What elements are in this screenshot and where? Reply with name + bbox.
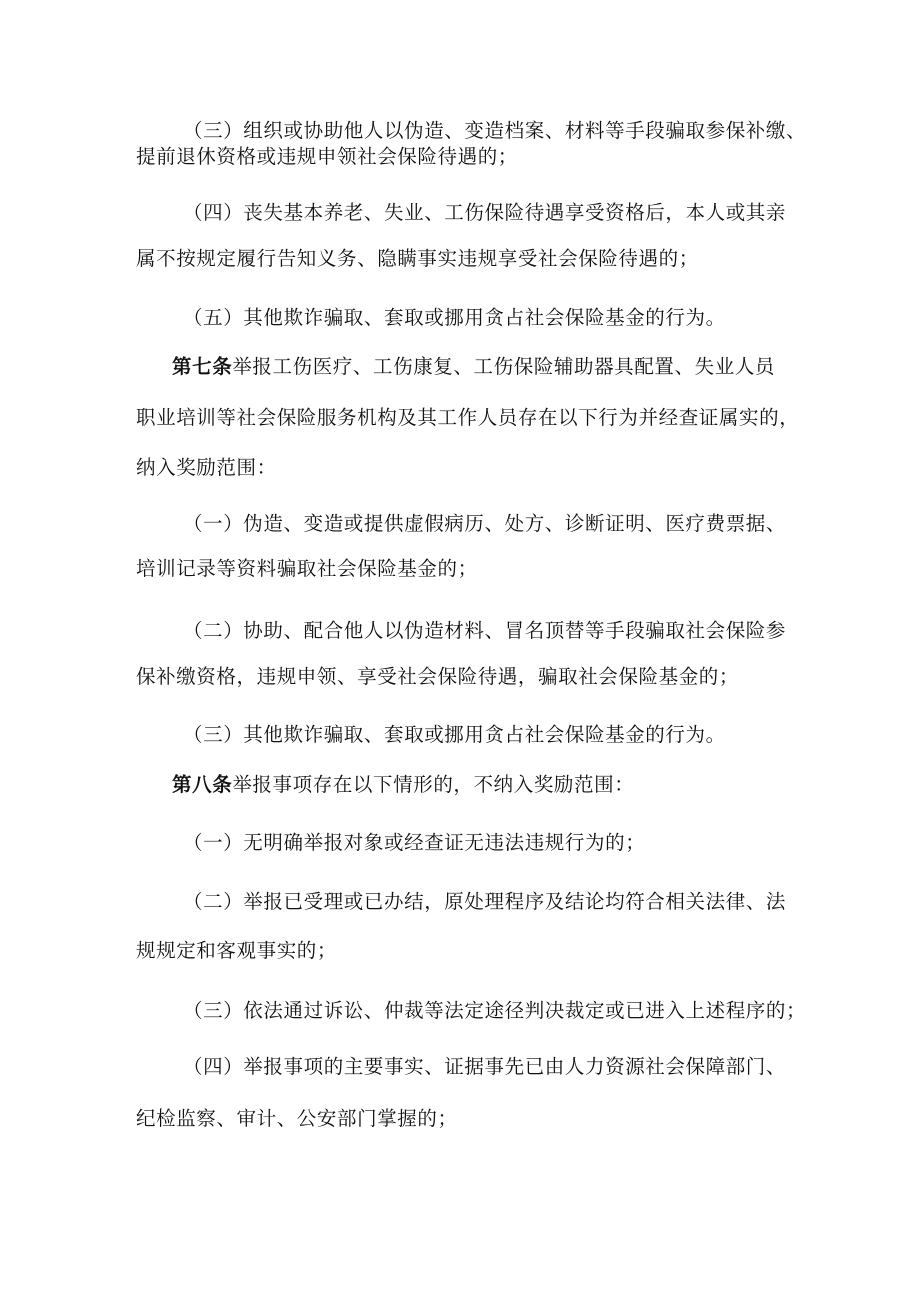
paragraph-line: 提前退休资格或违规申领社会保险待遇的； bbox=[136, 145, 518, 168]
paragraph-line: （一）无明确举报对象或经查证无违法违规行为的； bbox=[183, 831, 646, 854]
paragraph-line: 保补缴资格，违规申领、享受社会保险待遇，骗取社会保险基金的； bbox=[136, 665, 740, 688]
article-seven-label: 第七条 bbox=[172, 355, 233, 378]
article-eight-label: 第八条 bbox=[172, 773, 233, 796]
paragraph-line: （一）伪造、变造或提供虚假病历、处方、诊断证明、医疗费票据、 bbox=[183, 512, 787, 535]
article-seven-first-line bbox=[172, 354, 775, 380]
paragraph-line: 职业培训等社会保险服务机构及其工作人员存在以下行为并经查证属实的， bbox=[136, 406, 800, 429]
paragraph-line: （三）依法通过诉讼、仲裁等法定途径判决裁定或已进入上述程序的； bbox=[183, 999, 807, 1022]
paragraph-line: （二）举报已受理或已办结，原处理程序及结论均符合相关法律、法 bbox=[183, 890, 787, 913]
paragraph-line: （四）举报事项的主要事实、证据事先已由人力资源社会保障部门、 bbox=[183, 1055, 787, 1078]
paragraph-line: （二）协助、配合他人以伪造材料、冒名顶替等手段骗取社会保险参 bbox=[183, 619, 787, 642]
paragraph-line: （三）组织或协助他人以伪造、变造档案、材料等手段骗取参保补缴、 bbox=[183, 119, 807, 142]
paragraph-line: 纪检监察、审计、公安部门掌握的； bbox=[136, 1107, 458, 1130]
paragraph-line: 属不按规定履行告知义务、隐瞒事实违规享受社会保险待遇的； bbox=[136, 247, 699, 270]
paragraph-line: 规规定和客观事实的； bbox=[136, 939, 338, 962]
paragraph-line: （三）其他欺诈骗取、套取或挪用贪占社会保险基金的行为。 bbox=[183, 723, 726, 746]
paragraph-line: （四）丧失基本养老、失业、工伤保险待遇享受资格后，本人或其亲 bbox=[183, 201, 787, 224]
article-eight-line bbox=[172, 772, 634, 798]
paragraph-line: 培训记录等资料骗取社会保险基金的； bbox=[136, 557, 478, 580]
article-eight-text: 举报事项存在以下情形的，不纳入奖励范围： bbox=[232, 773, 635, 796]
paragraph-line: 纳入奖励范围： bbox=[136, 456, 277, 479]
paragraph-line: （五）其他欺诈骗取、套取或挪用贪占社会保险基金的行为。 bbox=[183, 306, 726, 329]
article-seven-text: 举报工伤医疗、工伤康复、工伤保险辅助器具配置、失业人员 bbox=[232, 355, 776, 378]
